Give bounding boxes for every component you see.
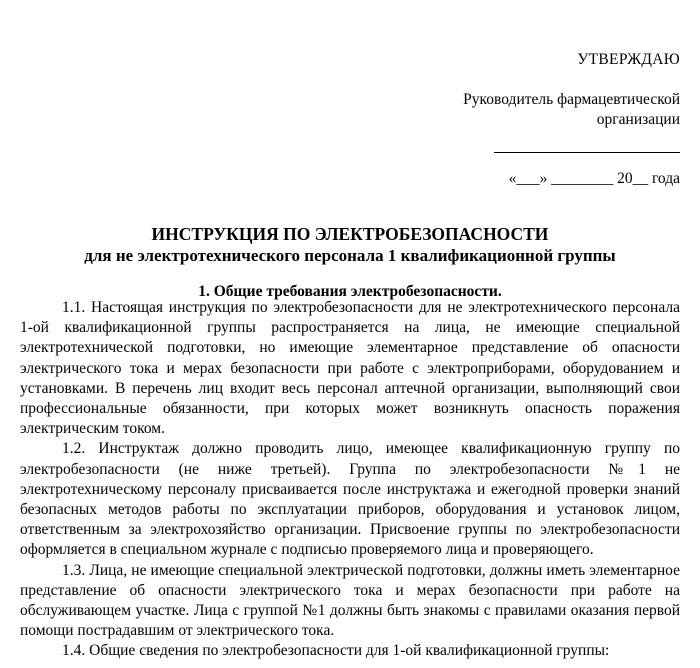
approval-date-line: «___» ________ 20__ года [508,170,680,187]
document-title: ИНСТРУКЦИЯ ПО ЭЛЕКТРОБЕЗОПАСНОСТИ [151,224,549,244]
section-body [20,298,680,662]
document-subtitle: для не электротехнического персонала 1 квалификационной группы [84,246,616,265]
signature-line [494,134,680,153]
paragraph-1-3: 1.3. Лица, не имеющие специальной электрической подготовки, должны иметь элементарное представление об опасности электрического тока и мерах безопасности при работе на обслуживающем участке. Лица с группой №1 должны быть знакомы с правилами оказания первой помощи пострадавшим от электрического тока. [20,561,680,640]
paragraph-1-2: 1.2. Инструктаж должно проводить лицо, имеющее квалификационную группу по электробезопасности (не ниже третьей). Группа по электробезопасности №1 не электротехническому персоналу присваивается после инструктажа и ежегодной проверки знаний безопасных методов работы по эксплуатации приборов, оборудования и установок лицом, ответственным за электрохозяйство организации. Присвоение группы по электробезопасности оформляется в специальном журнале с подписью проверяемого лица и проверяющего. [20,440,680,559]
approval-block [420,50,680,189]
approver-role-line2: организации [596,111,680,128]
paragraph-1-4: 1.4. Общие сведения по электробезопасности для 1-ой квалификационной группы: [62,642,610,660]
approver-role-line1: Руководитель фармацевтической [463,91,680,108]
approve-label: УТВЕРЖДАЮ [577,51,680,68]
paragraph-1-1: 1.1. Настоящая инструкция по электробезопасности для не электротехнического персонала 1-ой квалификационной группы распространяется на лица, не имеющие специальной электротехнической подготовки, но имеющие элементарное представление об опасности электрического тока и мерах безопасности при работе с электроприборами, оборудованием и установками. В перечень лиц входит весь персонал аптечной организации, выполняющий свои профессиональные обязанности, при которых может возникнуть опасность поражения электрическим током. [20,299,680,438]
section-heading: 1. Общие требования электробезопасности. [198,283,502,300]
